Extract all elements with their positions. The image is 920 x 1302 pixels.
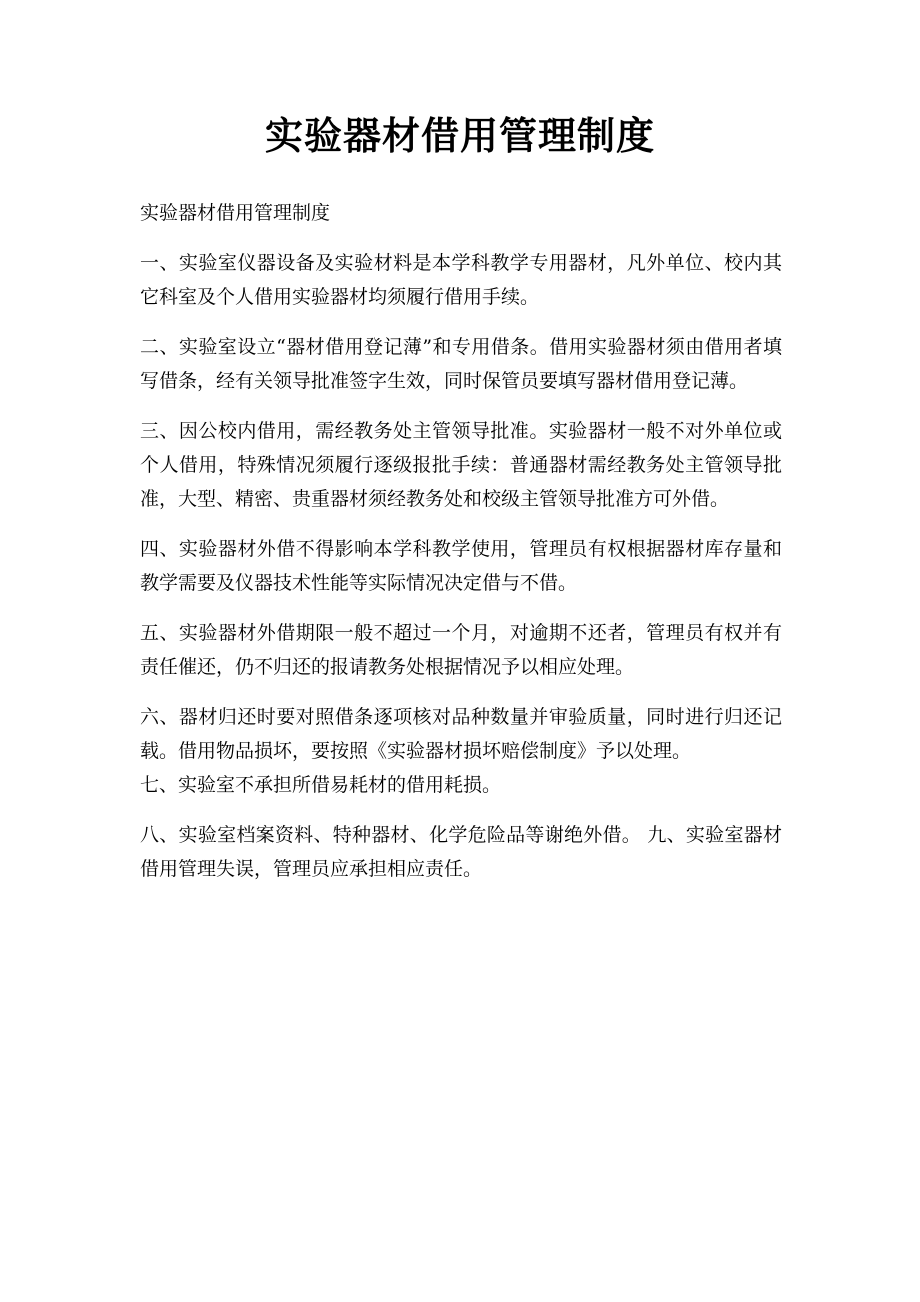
document-title: 实验器材借用管理制度 — [264, 113, 655, 158]
document-body — [140, 196, 782, 902]
paragraph-2: 二、实验室设立“器材借用登记薄”和专用借条。借用实验器材须由借用者填写借条，经有关领导批准签字生效，同时保管员要填写器材借用登记薄。 — [140, 336, 782, 392]
paragraph-8: 八、实验室档案资料、特种器材、化学危险品等谢绝外借。 九、实验室器材借用管理失误，管理员应承担相应责任。 — [140, 824, 782, 880]
paragraph-1: 一、实验室仪器设备及实验材料是本学科教学专用器材，凡外单位、校内其它科室及个人借用实验器材均须履行借用手续。 — [140, 252, 782, 308]
document-subtitle: 实验器材借用管理制度 — [140, 202, 331, 224]
paragraph-3: 三、因公校内借用，需经教务处主管领导批准。实验器材一般不对外单位或个人借用，特殊情况须履行逐级报批手续：普通器材需经教务处主管领导批准，大型、精密、贵重器材须经教务处和校级主管领导批准方可外借。 — [140, 420, 782, 510]
paragraph-6: 六、器材归还时要对照借条逐项核对品种数量并审验质量，同时进行归还记载。借用物品损坏，要按照《实验器材损坏赔偿制度》予以处理。 — [140, 706, 782, 762]
paragraph-5: 五、实验器材外借期限一般不超过一个月，对逾期不还者，管理员有权并有责任催还，仍不归还的报请教务处根据情况予以相应处理。 — [140, 622, 782, 678]
paragraph-7: 七、实验室不承担所借易耗材的借用耗损。 — [140, 774, 502, 796]
paragraph-4: 四、实验器材外借不得影响本学科教学使用，管理员有权根据器材库存量和教学需要及仪器技术性能等实际情况决定借与不借。 — [140, 538, 782, 594]
